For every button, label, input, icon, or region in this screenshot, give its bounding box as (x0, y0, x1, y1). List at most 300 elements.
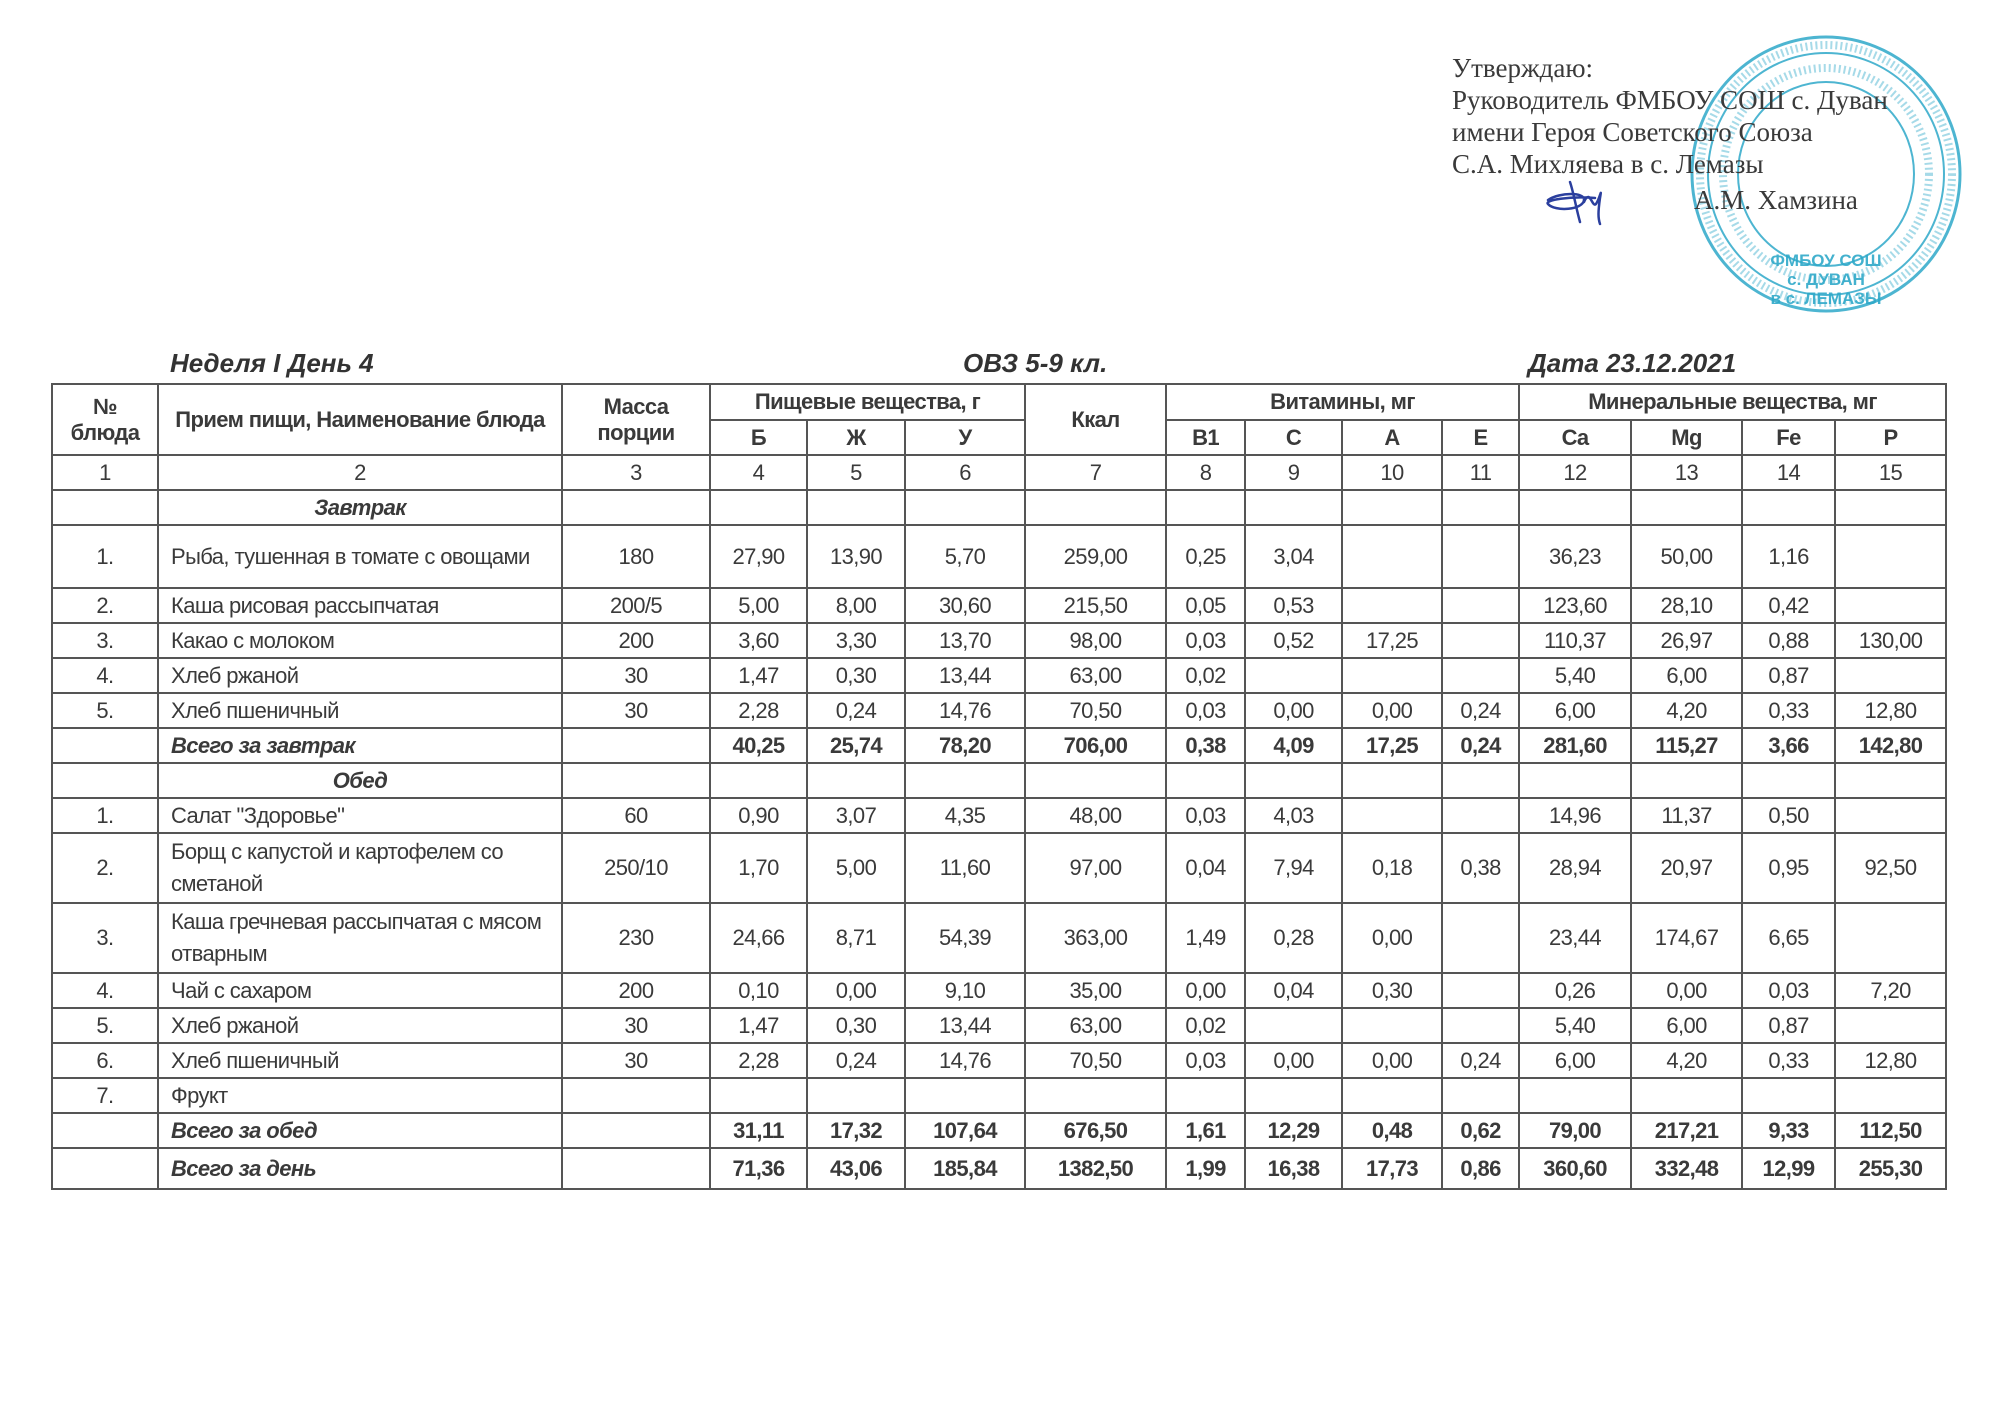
value-cell: 0,28 (1245, 903, 1342, 973)
value-cell (1835, 798, 1946, 833)
value-cell: 31,11 (710, 1113, 807, 1148)
header-mass: Масса порции (562, 384, 710, 455)
value-cell: 0,02 (1166, 658, 1245, 693)
value-cell: 1,61 (1166, 1113, 1245, 1148)
value-cell: 0,26 (1519, 973, 1631, 1008)
dish-name: Хлеб ржаной (158, 1008, 562, 1043)
value-cell (1442, 588, 1519, 623)
empty-cell (52, 490, 158, 525)
value-cell: 112,50 (1835, 1113, 1946, 1148)
value-cell: 130,00 (1835, 623, 1946, 658)
dish-name: Каша рисовая рассыпчатая (158, 588, 562, 623)
header-nutrients: Пищевые вещества, г (710, 384, 1025, 420)
dish-name: Хлеб пшеничный (158, 1043, 562, 1078)
value-cell: 12,80 (1835, 693, 1946, 728)
empty-cell (710, 490, 807, 525)
svg-text:с. ДУВАН: с. ДУВАН (1787, 270, 1865, 289)
value-cell: 2,28 (710, 1043, 807, 1078)
dish-name: Хлеб пшеничный (158, 693, 562, 728)
value-cell: 28,10 (1631, 588, 1742, 623)
signature-icon (1540, 178, 1630, 228)
portion-mass: 30 (562, 1008, 710, 1043)
value-cell: 281,60 (1519, 728, 1631, 763)
dish-name: Фрукт (158, 1078, 562, 1113)
value-cell: 360,60 (1519, 1148, 1631, 1189)
value-cell: 259,00 (1025, 525, 1166, 588)
value-cell: 123,60 (1519, 588, 1631, 623)
value-cell: 3,60 (710, 623, 807, 658)
value-cell: 363,00 (1025, 903, 1166, 973)
value-cell: 5,00 (710, 588, 807, 623)
value-cell: 0,53 (1245, 588, 1342, 623)
value-cell: 11,60 (905, 833, 1025, 903)
value-cell: 107,64 (905, 1113, 1025, 1148)
value-cell: 0,24 (1442, 1043, 1519, 1078)
value-cell: 71,36 (710, 1148, 807, 1189)
value-cell: 4,03 (1245, 798, 1342, 833)
value-cell: 50,00 (1631, 525, 1742, 588)
value-cell: 63,00 (1025, 1008, 1166, 1043)
day-total-row (52, 1148, 1946, 1189)
portion-mass (562, 1148, 710, 1189)
value-cell: 36,23 (1519, 525, 1631, 588)
value-cell: 0,24 (807, 693, 905, 728)
section-row (52, 763, 1946, 798)
value-cell: 0,00 (1166, 973, 1245, 1008)
portion-mass: 30 (562, 1043, 710, 1078)
empty-cell (52, 763, 158, 798)
value-cell: 17,25 (1342, 623, 1442, 658)
group-title: ОВЗ 5-9 кл. (963, 348, 1108, 378)
subheader-у: У (905, 420, 1025, 455)
subheader-p: P (1835, 420, 1946, 455)
value-cell: 0,24 (807, 1043, 905, 1078)
value-cell: 0,00 (1245, 1043, 1342, 1078)
empty-cell (807, 490, 905, 525)
empty-cell (1835, 490, 1946, 525)
value-cell: 17,32 (807, 1113, 905, 1148)
value-cell: 3,07 (807, 798, 905, 833)
value-cell: 185,84 (905, 1148, 1025, 1189)
value-cell: 142,80 (1835, 728, 1946, 763)
value-cell: 8,00 (807, 588, 905, 623)
value-cell (1166, 1078, 1245, 1113)
portion-mass: 30 (562, 693, 710, 728)
portion-mass: 200 (562, 973, 710, 1008)
header-minerals: Минеральные вещества, мг (1519, 384, 1946, 420)
value-cell: 92,50 (1835, 833, 1946, 903)
value-cell: 0,33 (1742, 693, 1835, 728)
dish-name: Всего за завтрак (158, 728, 562, 763)
value-cell: 0,00 (1245, 693, 1342, 728)
value-cell: 5,40 (1519, 1008, 1631, 1043)
value-cell: 1,16 (1742, 525, 1835, 588)
value-cell: 0,03 (1166, 693, 1245, 728)
empty-cell (1245, 490, 1342, 525)
value-cell (1442, 623, 1519, 658)
value-cell: 0,24 (1442, 693, 1519, 728)
value-cell: 9,33 (1742, 1113, 1835, 1148)
section-title: Завтрак (158, 490, 562, 525)
empty-cell (1342, 490, 1442, 525)
value-cell: 12,99 (1742, 1148, 1835, 1189)
value-cell (1342, 588, 1442, 623)
empty-cell (1025, 490, 1166, 525)
value-cell: 4,20 (1631, 1043, 1742, 1078)
empty-cell (1519, 763, 1631, 798)
value-cell (1835, 903, 1946, 973)
svg-text:ФМБОУ СОШ: ФМБОУ СОШ (1770, 251, 1882, 270)
header-name: Прием пищи, Наименование блюда (158, 384, 562, 455)
dish-number: 2. (52, 833, 158, 903)
column-number: 8 (1166, 455, 1245, 490)
subheader-c: C (1245, 420, 1342, 455)
table-row (52, 693, 1946, 728)
column-number: 1 (52, 455, 158, 490)
value-cell (807, 1078, 905, 1113)
empty-cell (905, 490, 1025, 525)
subheader-e: E (1442, 420, 1519, 455)
empty-cell (1166, 490, 1245, 525)
value-cell: 17,25 (1342, 728, 1442, 763)
dish-name: Какао с молоком (158, 623, 562, 658)
portion-mass: 60 (562, 798, 710, 833)
dish-number: 1. (52, 525, 158, 588)
subheader-ca: Ca (1519, 420, 1631, 455)
table-row (52, 1008, 1946, 1043)
value-cell (1342, 525, 1442, 588)
value-cell: 0,38 (1166, 728, 1245, 763)
meal-total-row (52, 1113, 1946, 1148)
dish-number: 6. (52, 1043, 158, 1078)
approval-line: имени Героя Советского Союза (1452, 117, 1813, 147)
value-cell: 1,70 (710, 833, 807, 903)
value-cell: 6,65 (1742, 903, 1835, 973)
value-cell (1025, 1078, 1166, 1113)
value-cell (1442, 798, 1519, 833)
value-cell: 26,97 (1631, 623, 1742, 658)
subheader-fe: Fe (1742, 420, 1835, 455)
value-cell: 0,87 (1742, 658, 1835, 693)
value-cell: 0,03 (1166, 623, 1245, 658)
dish-number (52, 1148, 158, 1189)
subheader-b1: B1 (1166, 420, 1245, 455)
portion-mass: 200 (562, 623, 710, 658)
value-cell (1342, 1008, 1442, 1043)
value-cell: 0,95 (1742, 833, 1835, 903)
value-cell: 1,47 (710, 658, 807, 693)
value-cell (1442, 903, 1519, 973)
value-cell (1835, 1078, 1946, 1113)
value-cell: 0,00 (1631, 973, 1742, 1008)
value-cell: 9,10 (905, 973, 1025, 1008)
value-cell: 2,28 (710, 693, 807, 728)
column-number: 9 (1245, 455, 1342, 490)
dish-name: Всего за обед (158, 1113, 562, 1148)
value-cell: 0,48 (1342, 1113, 1442, 1148)
value-cell: 12,80 (1835, 1043, 1946, 1078)
value-cell: 3,30 (807, 623, 905, 658)
section-title: Обед (158, 763, 562, 798)
value-cell: 0,42 (1742, 588, 1835, 623)
dish-number: 5. (52, 693, 158, 728)
portion-mass: 180 (562, 525, 710, 588)
value-cell: 14,96 (1519, 798, 1631, 833)
value-cell: 215,50 (1025, 588, 1166, 623)
column-number: 10 (1342, 455, 1442, 490)
empty-cell (1025, 763, 1166, 798)
value-cell: 6,00 (1519, 1043, 1631, 1078)
value-cell: 13,70 (905, 623, 1025, 658)
value-cell: 0,52 (1245, 623, 1342, 658)
value-cell: 6,00 (1631, 1008, 1742, 1043)
value-cell: 63,00 (1025, 658, 1166, 693)
empty-cell (1245, 763, 1342, 798)
value-cell: 0,38 (1442, 833, 1519, 903)
dish-name: Всего за день (158, 1148, 562, 1189)
value-cell: 13,44 (905, 658, 1025, 693)
value-cell: 13,90 (807, 525, 905, 588)
empty-cell (1442, 763, 1519, 798)
value-cell (1835, 1008, 1946, 1043)
value-cell: 13,44 (905, 1008, 1025, 1043)
column-number: 14 (1742, 455, 1835, 490)
value-cell: 0,04 (1166, 833, 1245, 903)
meal-total-row (52, 728, 1946, 763)
value-cell: 98,00 (1025, 623, 1166, 658)
value-cell: 5,00 (807, 833, 905, 903)
value-cell: 23,44 (1519, 903, 1631, 973)
value-cell: 0,00 (1342, 693, 1442, 728)
dish-number: 5. (52, 1008, 158, 1043)
table-row (52, 1043, 1946, 1078)
header-num: № блюда (52, 384, 158, 455)
column-number: 4 (710, 455, 807, 490)
value-cell: 6,00 (1519, 693, 1631, 728)
value-cell: 174,67 (1631, 903, 1742, 973)
table-row (52, 833, 1946, 903)
portion-mass (562, 1078, 710, 1113)
value-cell: 0,30 (807, 1008, 905, 1043)
empty-cell (905, 763, 1025, 798)
empty-cell (562, 763, 710, 798)
value-cell: 8,71 (807, 903, 905, 973)
portion-mass: 200/5 (562, 588, 710, 623)
value-cell: 0,18 (1342, 833, 1442, 903)
dish-number: 4. (52, 658, 158, 693)
value-cell: 4,09 (1245, 728, 1342, 763)
value-cell: 0,50 (1742, 798, 1835, 833)
dish-number: 3. (52, 903, 158, 973)
value-cell: 0,86 (1442, 1148, 1519, 1189)
dish-number: 1. (52, 798, 158, 833)
empty-cell (1631, 763, 1742, 798)
value-cell: 24,66 (710, 903, 807, 973)
column-number: 3 (562, 455, 710, 490)
value-cell: 16,38 (1245, 1148, 1342, 1189)
empty-cell (1166, 763, 1245, 798)
value-cell: 4,20 (1631, 693, 1742, 728)
empty-cell (710, 763, 807, 798)
subheader-б: Б (710, 420, 807, 455)
value-cell (1245, 1008, 1342, 1043)
dish-name: Борщ с капустой и картофелем со сметаной (158, 833, 562, 903)
value-cell (1245, 1078, 1342, 1113)
date-title: Дата 23.12.2021 (1528, 348, 1737, 378)
value-cell (1519, 1078, 1631, 1113)
column-number: 12 (1519, 455, 1631, 490)
value-cell: 48,00 (1025, 798, 1166, 833)
value-cell: 0,00 (807, 973, 905, 1008)
value-cell: 14,76 (905, 693, 1025, 728)
value-cell: 0,04 (1245, 973, 1342, 1008)
value-cell: 0,03 (1166, 798, 1245, 833)
value-cell: 706,00 (1025, 728, 1166, 763)
dish-number: 2. (52, 588, 158, 623)
value-cell: 0,24 (1442, 728, 1519, 763)
value-cell: 4,35 (905, 798, 1025, 833)
value-cell (1442, 973, 1519, 1008)
dish-number: 4. (52, 973, 158, 1008)
value-cell (1245, 658, 1342, 693)
empty-cell (1442, 490, 1519, 525)
value-cell: 30,60 (905, 588, 1025, 623)
empty-cell (1835, 763, 1946, 798)
table-row (52, 973, 1946, 1008)
value-cell: 0,30 (1342, 973, 1442, 1008)
value-cell: 12,29 (1245, 1113, 1342, 1148)
empty-cell (1631, 490, 1742, 525)
dish-number (52, 1113, 158, 1148)
subheader-mg: Mg (1631, 420, 1742, 455)
subheader-ж: Ж (807, 420, 905, 455)
table-row (52, 903, 1946, 973)
value-cell: 40,25 (710, 728, 807, 763)
approval-block (1452, 52, 1888, 216)
value-cell (1631, 1078, 1742, 1113)
value-cell (1442, 658, 1519, 693)
portion-mass (562, 1113, 710, 1148)
value-cell: 7,94 (1245, 833, 1342, 903)
table-row (52, 623, 1946, 658)
empty-cell (1742, 490, 1835, 525)
value-cell (1835, 658, 1946, 693)
value-cell: 70,50 (1025, 693, 1166, 728)
dish-number: 3. (52, 623, 158, 658)
value-cell: 0,88 (1742, 623, 1835, 658)
value-cell: 35,00 (1025, 973, 1166, 1008)
value-cell: 0,87 (1742, 1008, 1835, 1043)
week-day-title: Неделя I День 4 (170, 348, 374, 378)
value-cell (1442, 1078, 1519, 1113)
value-cell: 0,03 (1742, 973, 1835, 1008)
empty-cell (1342, 763, 1442, 798)
value-cell (1442, 1008, 1519, 1043)
value-cell: 1,47 (710, 1008, 807, 1043)
empty-cell (807, 763, 905, 798)
value-cell (1835, 588, 1946, 623)
value-cell: 3,66 (1742, 728, 1835, 763)
value-cell: 14,76 (905, 1043, 1025, 1078)
value-cell (1342, 658, 1442, 693)
value-cell: 0,90 (710, 798, 807, 833)
value-cell: 97,00 (1025, 833, 1166, 903)
value-cell: 3,04 (1245, 525, 1342, 588)
value-cell: 17,73 (1342, 1148, 1442, 1189)
approval-line: С.А. Михляева в с. Лемазы (1452, 149, 1764, 179)
value-cell (710, 1078, 807, 1113)
column-number: 13 (1631, 455, 1742, 490)
value-cell (1442, 525, 1519, 588)
empty-cell (562, 490, 710, 525)
table-row (52, 525, 1946, 588)
value-cell: 110,37 (1519, 623, 1631, 658)
portion-mass: 250/10 (562, 833, 710, 903)
table-row (52, 588, 1946, 623)
column-number: 5 (807, 455, 905, 490)
value-cell: 0,30 (807, 658, 905, 693)
dish-number (52, 728, 158, 763)
portion-mass: 230 (562, 903, 710, 973)
empty-cell (1519, 490, 1631, 525)
column-number: 2 (158, 455, 562, 490)
value-cell: 7,20 (1835, 973, 1946, 1008)
value-cell: 11,37 (1631, 798, 1742, 833)
section-row (52, 490, 1946, 525)
value-cell: 0,25 (1166, 525, 1245, 588)
value-cell (1342, 1078, 1442, 1113)
value-cell (905, 1078, 1025, 1113)
value-cell: 78,20 (905, 728, 1025, 763)
table-row (52, 658, 1946, 693)
value-cell: 332,48 (1631, 1148, 1742, 1189)
value-cell: 0,33 (1742, 1043, 1835, 1078)
table-row (52, 798, 1946, 833)
column-number: 15 (1835, 455, 1946, 490)
column-number: 11 (1442, 455, 1519, 490)
value-cell: 79,00 (1519, 1113, 1631, 1148)
value-cell: 0,00 (1342, 903, 1442, 973)
value-cell: 27,90 (710, 525, 807, 588)
value-cell: 54,39 (905, 903, 1025, 973)
value-cell: 0,03 (1166, 1043, 1245, 1078)
value-cell: 6,00 (1631, 658, 1742, 693)
subheader-a: A (1342, 420, 1442, 455)
approval-signer: А.М. Хамзина (1694, 185, 1858, 215)
value-cell: 0,05 (1166, 588, 1245, 623)
svg-text:в с. ЛЕМАЗЫ: в с. ЛЕМАЗЫ (1770, 289, 1882, 308)
value-cell: 1382,50 (1025, 1148, 1166, 1189)
header-vitamins: Витамины, мг (1166, 384, 1519, 420)
value-cell: 676,50 (1025, 1113, 1166, 1148)
dish-name: Рыба, тушенная в томате с овощами (158, 525, 562, 588)
value-cell: 0,00 (1342, 1043, 1442, 1078)
value-cell: 70,50 (1025, 1043, 1166, 1078)
portion-mass (562, 728, 710, 763)
table-row (52, 1078, 1946, 1113)
value-cell: 25,74 (807, 728, 905, 763)
value-cell: 0,10 (710, 973, 807, 1008)
dish-name: Салат "Здоровье" (158, 798, 562, 833)
value-cell (1742, 1078, 1835, 1113)
approval-line: Утверждаю: (1452, 53, 1594, 83)
value-cell: 0,02 (1166, 1008, 1245, 1043)
value-cell: 255,30 (1835, 1148, 1946, 1189)
column-number: 6 (905, 455, 1025, 490)
value-cell (1342, 798, 1442, 833)
empty-cell (1742, 763, 1835, 798)
portion-mass: 30 (562, 658, 710, 693)
